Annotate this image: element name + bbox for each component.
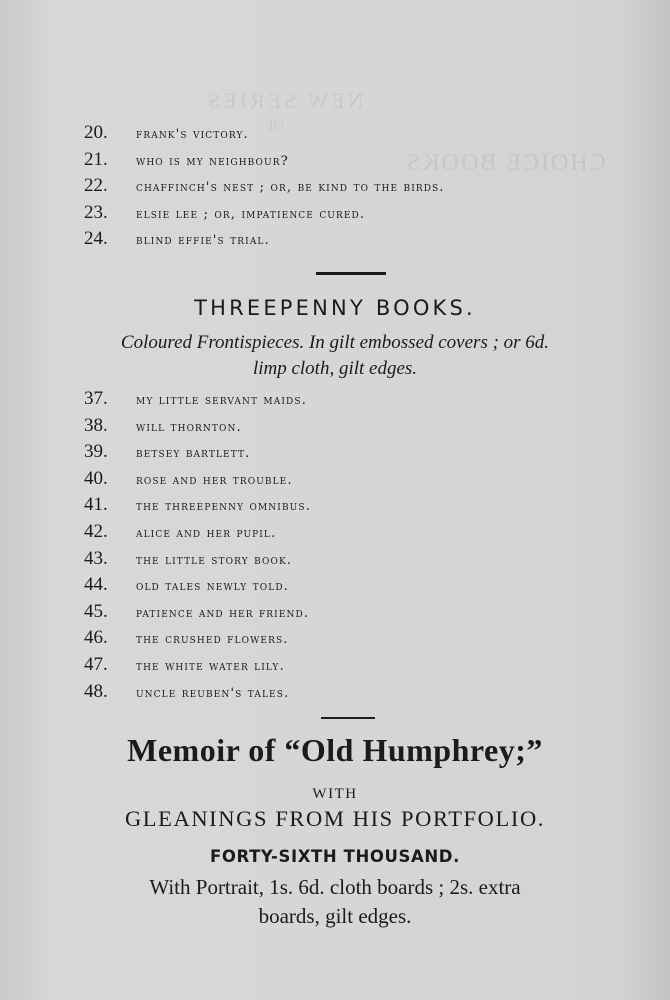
item-number: 37. (84, 388, 108, 409)
list-item[interactable] (84, 654, 644, 681)
list-item[interactable] (84, 388, 644, 415)
list-item[interactable] (84, 468, 644, 495)
list-item[interactable] (84, 548, 644, 575)
memoir-with: WITH (312, 786, 358, 802)
item-title: blind effie's trial. (136, 233, 270, 249)
item-number: 38. (84, 414, 108, 436)
item-number: 20. (84, 122, 108, 143)
item-title: the little story book. (136, 552, 293, 568)
show-through-text: CHOICE BOOKS (405, 150, 606, 176)
threepenny-description: Coloured Frontispieces. In gilt embossed covers ; or 6d. (120, 332, 550, 353)
list-item[interactable] (84, 122, 644, 149)
item-title: who is my neighbour? (136, 153, 289, 169)
item-number: 45. (84, 600, 108, 622)
memoir-subtitle: GLEANINGS FROM HIS PORTFOLIO. (124, 806, 546, 831)
item-number: 41. (84, 494, 108, 516)
item-title: old tales newly told. (136, 579, 290, 595)
item-number: 21. (84, 148, 108, 170)
item-title: betsey bartlett. (136, 446, 251, 462)
section-divider (321, 717, 375, 719)
list-item[interactable] (84, 521, 644, 548)
list-item[interactable] (84, 601, 644, 628)
item-title: the threepenny omnibus. (136, 499, 311, 515)
show-through-text: NEW SERIES (205, 88, 364, 113)
item-title: my little servant maids. (136, 393, 307, 408)
item-number: 22. (84, 175, 108, 197)
list-item[interactable] (84, 681, 644, 708)
item-title: chaffinch's nest ; or, be kind to the birds. (136, 180, 445, 196)
item-number: 23. (84, 201, 108, 223)
price-line: With Portrait, 1s. 6d. cloth boards ; 2s. extra (149, 875, 521, 899)
item-number: 47. (84, 653, 108, 675)
list-item[interactable] (84, 627, 644, 654)
series-one-list (84, 122, 644, 255)
list-item[interactable] (84, 175, 644, 202)
item-number: 43. (84, 547, 108, 569)
item-number: 40. (84, 467, 108, 489)
item-title: frank's victory. (136, 127, 249, 142)
item-number: 39. (84, 441, 108, 463)
item-number: 42. (84, 520, 108, 542)
item-title: will thornton. (136, 419, 242, 435)
item-title: alice and her pupil. (136, 525, 277, 541)
list-item[interactable] (84, 494, 644, 521)
item-number: 46. (84, 627, 108, 649)
list-item[interactable] (84, 228, 644, 255)
list-item[interactable] (84, 441, 644, 468)
threepenny-list (84, 388, 644, 707)
item-number: 48. (84, 680, 108, 702)
item-title: the white water lily. (136, 658, 285, 674)
item-title: elsie lee ; or, impatience cured. (136, 206, 366, 222)
section-divider (316, 272, 386, 275)
item-title: patience and her friend. (136, 605, 310, 621)
list-item[interactable] (84, 202, 644, 229)
show-through-text: OF (265, 118, 285, 134)
threepenny-description-cont: limp cloth, gilt edges. (252, 358, 418, 379)
item-title: uncle reuben's tales. (136, 685, 290, 701)
item-number: 24. (84, 228, 108, 250)
item-title: rose and her trouble. (136, 472, 293, 488)
threepenny-heading: THREEPENNY BOOKS. (194, 296, 476, 320)
edition-label: FORTY-SIXTH THOUSAND. (210, 847, 460, 866)
memoir-title: Memoir of “Old Humphrey;” (127, 732, 543, 768)
item-title: the crushed flowers. (136, 632, 289, 648)
item-number: 44. (84, 574, 108, 596)
list-item[interactable] (84, 574, 644, 601)
list-item[interactable] (84, 149, 644, 176)
price-line-cont: boards, gilt edges. (258, 904, 412, 928)
list-item[interactable] (84, 415, 644, 442)
